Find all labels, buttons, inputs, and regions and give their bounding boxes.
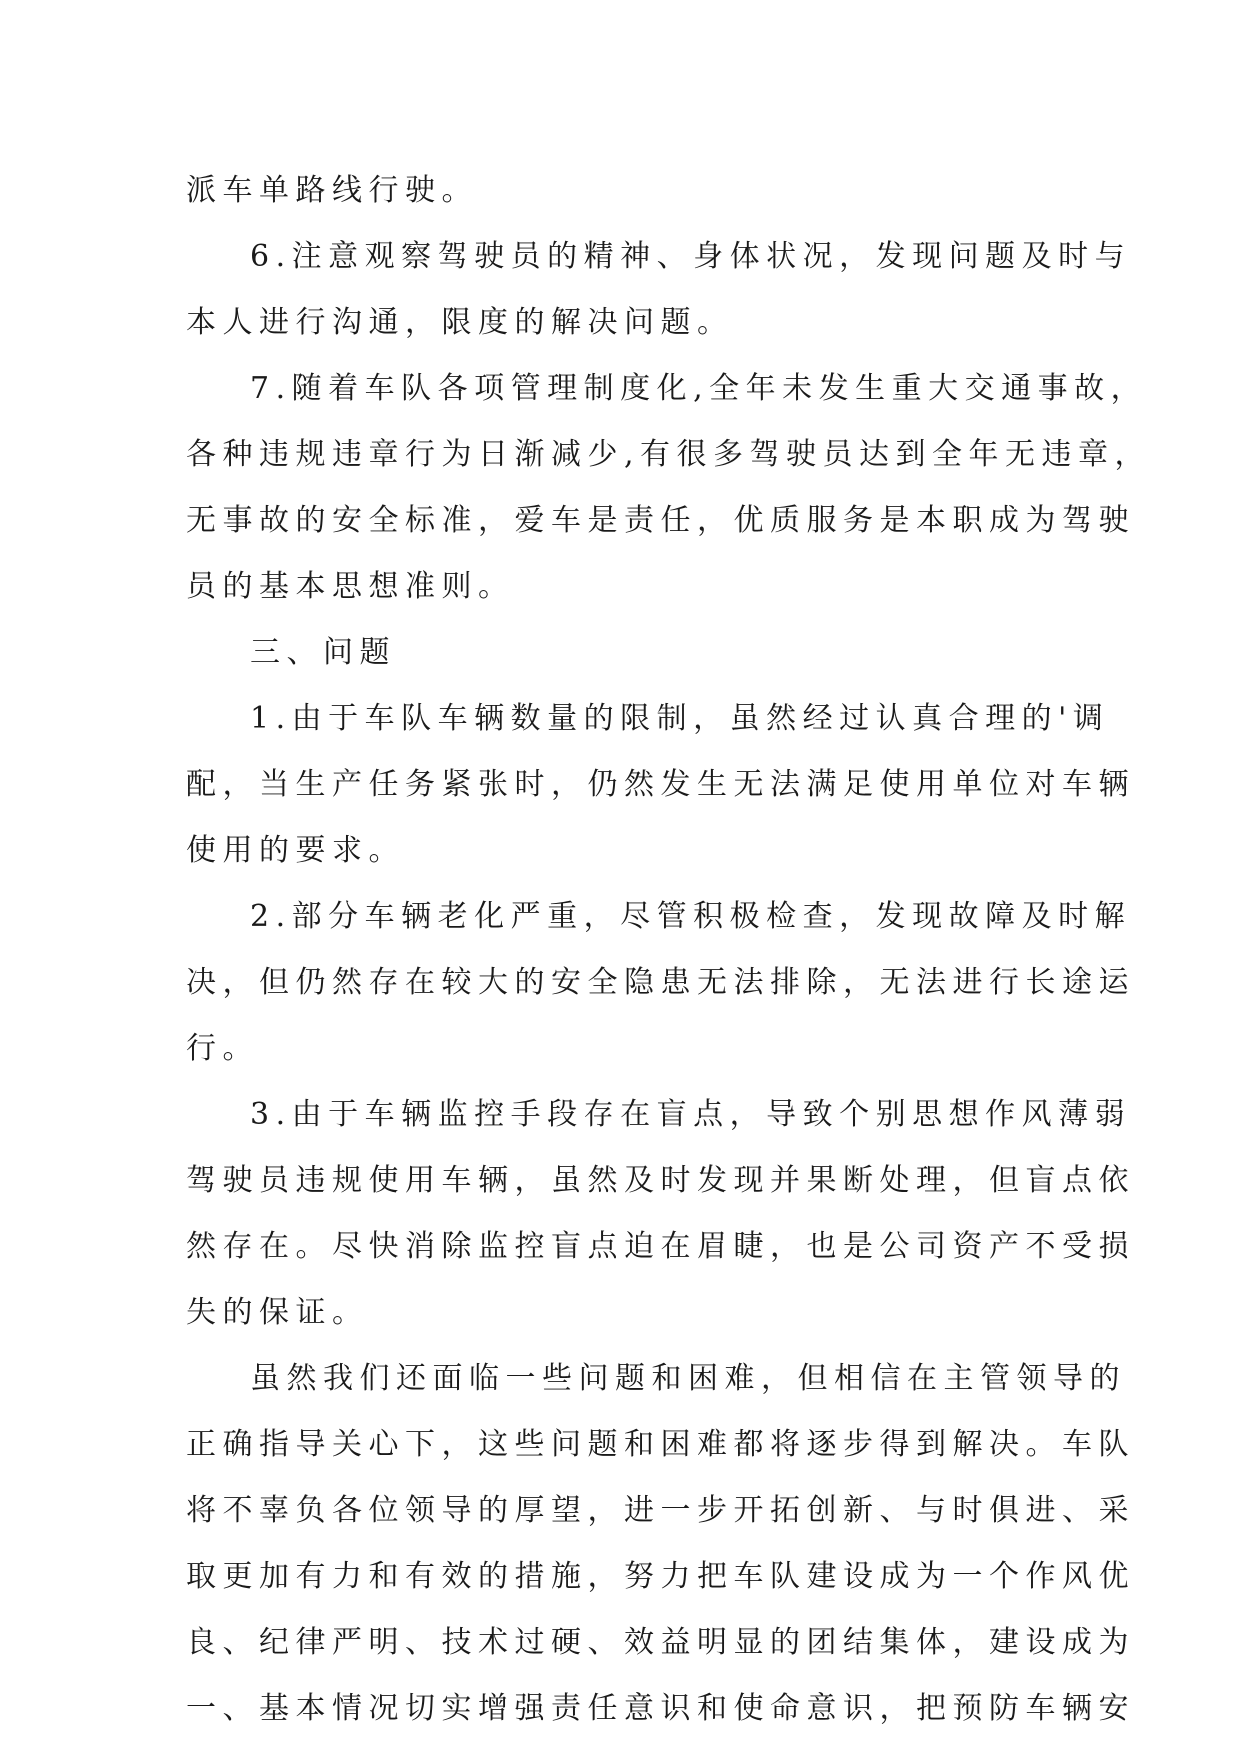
text-line: 配，当生产任务紧张时，仍然发生无法满足使用单位对车辆 (186, 767, 1135, 802)
text-line: 本人进行沟通，限度的解决问题。 (186, 305, 734, 340)
text-line: 失的保证。 (186, 1295, 369, 1330)
text-line: 一、基本情况切实增强责任意识和使命意识，把预防车辆安 (186, 1691, 1135, 1726)
text-line: 取更加有力和有效的措施，努力把车队建设成为一个作风优 (186, 1559, 1135, 1594)
text-line: 行。 (186, 1031, 259, 1066)
text-line: 1.由于车队车辆数量的限制，虽然经过认真合理的'调 (250, 701, 1110, 736)
text-line: 正确指导关心下，这些问题和困难都将逐步得到解决。车队 (186, 1427, 1135, 1462)
text-line: 各种违规违章行为日渐减少,有很多驾驶员达到全年无违章， (186, 437, 1152, 472)
text-line: 3.由于车辆监控手段存在盲点，导致个别思想作风薄弱 (250, 1097, 1132, 1132)
text-line: 员的基本思想准则。 (186, 569, 515, 604)
section-heading: 三、问题 (250, 635, 396, 670)
text-line: 6.注意观察驾驶员的精神、身体状况，发现问题及时与 (250, 239, 1132, 274)
text-line: 良、纪律严明、技术过硬、效益明显的团结集体，建设成为 (186, 1625, 1135, 1660)
text-line: 将不辜负各位领导的厚望，进一步开拓创新、与时俱进、采 (186, 1493, 1135, 1528)
text-line: 虽然我们还面临一些问题和困难，但相信在主管领导的 (250, 1361, 1126, 1396)
text-line: 2.部分车辆老化严重，尽管积极检查，发现故障及时解 (250, 899, 1132, 934)
text-line: 决，但仍然存在较大的安全隐患无法排除，无法进行长途运 (186, 965, 1135, 1000)
text-line: 无事故的安全标准，爱车是责任，优质服务是本职成为驾驶 (186, 503, 1135, 538)
text-line: 使用的要求。 (186, 833, 405, 868)
document-body (186, 158, 1152, 1742)
text-line: 派车单路线行驶。 (186, 173, 478, 208)
text-line: 驾驶员违规使用车辆，虽然及时发现并果断处理，但盲点依 (186, 1163, 1135, 1198)
text-line: 然存在。尽快消除监控盲点迫在眉睫，也是公司资产不受损 (186, 1229, 1135, 1264)
text-line: 7.随着车队各项管理制度化,全年未发生重大交通事故， (250, 371, 1148, 406)
